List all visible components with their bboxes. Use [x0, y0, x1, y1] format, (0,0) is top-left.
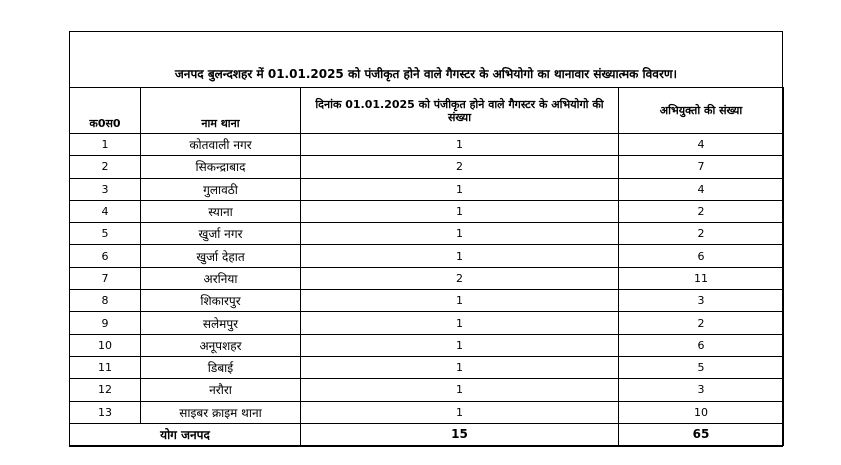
table-row — [70, 379, 784, 401]
thana-cell: खुर्जा नगर — [141, 223, 301, 245]
table-row — [70, 223, 784, 245]
accused-cell: 4 — [619, 134, 784, 156]
accused-cell: 7 — [619, 156, 784, 178]
column-header-thana: नाम थाना — [141, 88, 301, 134]
accused-cell: 6 — [619, 334, 784, 356]
column-header-cases: दिनांक 01.01.2025 को पंजीकृत होने वाले गैगस्टर के अभियोगो की संख्या — [301, 88, 619, 134]
table-row — [70, 245, 784, 267]
total-cases: 15 — [301, 423, 619, 445]
serial-cell: 10 — [70, 334, 141, 356]
serial-cell: 1 — [70, 134, 141, 156]
report-title: जनपद बुलन्दशहर में 01.01.2025 को पंजीकृत होने वाले गैगस्टर के अभियोगो का थानावार संख्यात्मक विवरण। — [70, 60, 782, 88]
table-row — [70, 178, 784, 200]
table-header-row — [70, 88, 784, 134]
thana-cell: साइबर क्राइम थाना — [141, 401, 301, 423]
table-row — [70, 356, 784, 378]
gangster-cases-table — [69, 87, 784, 446]
thana-cell: सलेमपुर — [141, 312, 301, 334]
total-row — [70, 423, 784, 445]
table-body — [70, 134, 784, 424]
serial-cell: 5 — [70, 223, 141, 245]
serial-cell: 3 — [70, 178, 141, 200]
serial-cell: 8 — [70, 290, 141, 312]
table-row — [70, 312, 784, 334]
accused-cell: 3 — [619, 379, 784, 401]
cases-cell: 1 — [301, 178, 619, 200]
serial-cell: 2 — [70, 156, 141, 178]
cases-cell: 1 — [301, 200, 619, 222]
table-row — [70, 401, 784, 423]
serial-cell: 11 — [70, 356, 141, 378]
table-row — [70, 134, 784, 156]
thana-cell: खुर्जा देहात — [141, 245, 301, 267]
serial-cell: 7 — [70, 267, 141, 289]
total-accused: 65 — [619, 423, 784, 445]
thana-cell: अरनिया — [141, 267, 301, 289]
cases-cell: 1 — [301, 223, 619, 245]
thana-cell: कोतवाली नगर — [141, 134, 301, 156]
accused-cell: 2 — [619, 312, 784, 334]
serial-cell: 4 — [70, 200, 141, 222]
serial-cell: 12 — [70, 379, 141, 401]
accused-cell: 6 — [619, 245, 784, 267]
table-row — [70, 267, 784, 289]
table-row — [70, 290, 784, 312]
accused-cell: 10 — [619, 401, 784, 423]
cases-cell: 1 — [301, 379, 619, 401]
thana-cell: गुलावठी — [141, 178, 301, 200]
cases-cell: 1 — [301, 334, 619, 356]
column-header-accused: अभियुक्तो की संख्या — [619, 88, 784, 134]
table-row — [70, 156, 784, 178]
serial-cell: 6 — [70, 245, 141, 267]
cases-cell: 1 — [301, 134, 619, 156]
cases-cell: 1 — [301, 356, 619, 378]
accused-cell: 3 — [619, 290, 784, 312]
cases-cell: 1 — [301, 312, 619, 334]
table-row — [70, 200, 784, 222]
accused-cell: 4 — [619, 178, 784, 200]
thana-cell: नरौरा — [141, 379, 301, 401]
serial-cell: 9 — [70, 312, 141, 334]
cases-cell: 1 — [301, 245, 619, 267]
accused-cell: 2 — [619, 223, 784, 245]
thana-cell: अनूपशहर — [141, 334, 301, 356]
accused-cell: 11 — [619, 267, 784, 289]
cases-cell: 1 — [301, 401, 619, 423]
accused-cell: 2 — [619, 200, 784, 222]
accused-cell: 5 — [619, 356, 784, 378]
thana-cell: शिकारपुर — [141, 290, 301, 312]
serial-cell: 13 — [70, 401, 141, 423]
thana-cell: डिबाई — [141, 356, 301, 378]
column-header-serial: क0स0 — [70, 88, 141, 134]
cases-cell: 2 — [301, 267, 619, 289]
report-sheet — [69, 31, 783, 447]
total-label: योग जनपद — [70, 423, 301, 445]
cases-cell: 1 — [301, 290, 619, 312]
cases-cell: 2 — [301, 156, 619, 178]
table-row — [70, 334, 784, 356]
thana-cell: सिकन्द्राबाद — [141, 156, 301, 178]
thana-cell: स्याना — [141, 200, 301, 222]
